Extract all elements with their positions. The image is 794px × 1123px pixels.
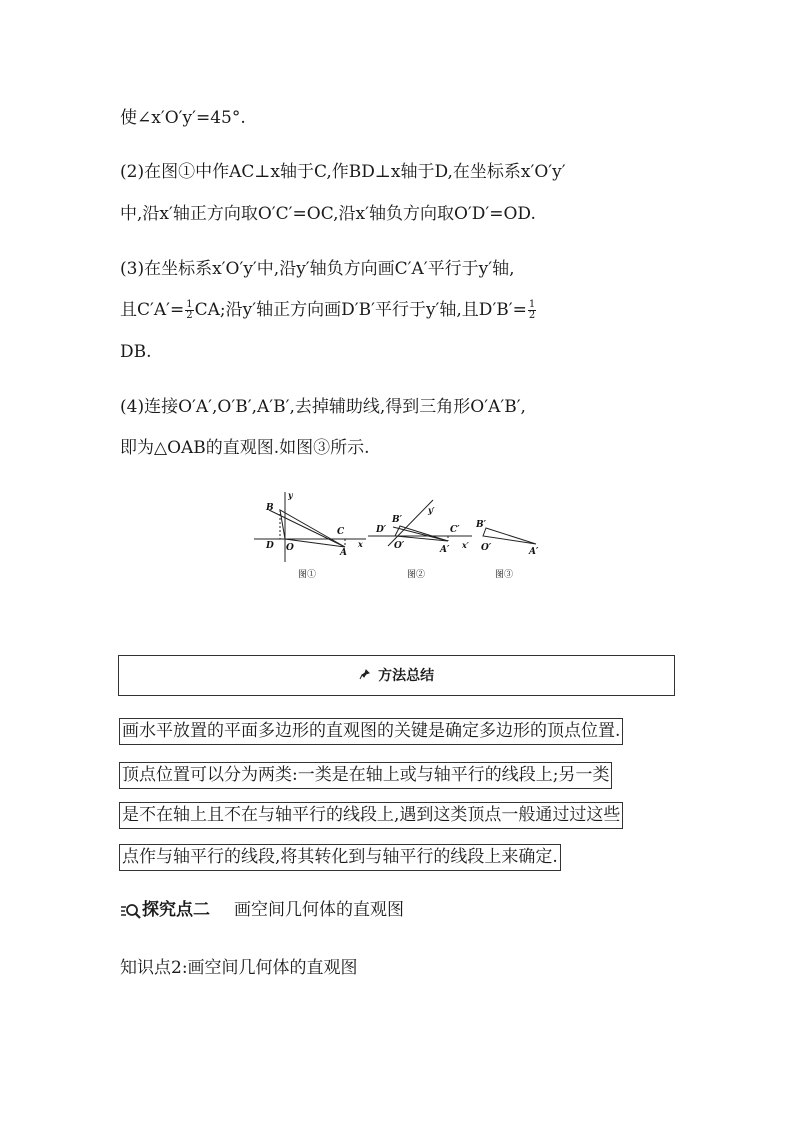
- figure-group: [250, 488, 550, 584]
- summary-line: 顶点位置可以分为两类:一类是在轴上或与轴平行的线段上;另一类: [119, 762, 612, 789]
- fig2-label-o: O′: [394, 541, 405, 551]
- summary-title: 方法总结: [378, 668, 435, 684]
- step3-line1: (3)在坐标系x′O′y′中,沿y′轴负方向画C′A′平行于y′轴,: [120, 259, 515, 279]
- fig3-label-b: B′: [476, 520, 486, 530]
- step2-line1: (2)在图①中作AC⊥x轴于C,作BD⊥x轴于D,在坐标系x′O′y′: [120, 162, 566, 182]
- step3-line3: DB.: [120, 342, 152, 362]
- fig1-label-x: x: [358, 539, 363, 549]
- fig2-label-c: C′: [450, 525, 460, 535]
- step4-line2: 即为△OAB的直观图.如图③所示.: [120, 438, 370, 458]
- method-summary-header: [118, 655, 675, 696]
- step1-continuation: 使∠x′O′y′=45°.: [120, 108, 246, 128]
- fig1-label-y: y: [288, 490, 293, 500]
- fig2-label-a: A′: [440, 545, 450, 555]
- fig2-label-b: B′: [392, 515, 402, 525]
- summary-line: 画水平放置的平面多边形的直观图的关键是确定多边形的顶点位置.: [119, 718, 623, 745]
- fig1-label-a: A: [340, 548, 347, 558]
- knowledge-point: 知识点2:画空间几何体的直观图: [120, 958, 358, 978]
- step3-line2: [120, 298, 537, 322]
- fig1-label-o: O: [286, 543, 294, 553]
- section-title: 画空间几何体的直观图: [234, 900, 404, 920]
- step3-text-a: 且C′A′=: [120, 300, 185, 320]
- fig3-label-a: A′: [529, 547, 539, 557]
- step3-text-b: CA;沿y′轴正方向画D′B′平行于y′轴,且D′B′=: [194, 300, 527, 320]
- figure-2: [368, 500, 472, 546]
- summary-line: 是不在轴上且不在与轴平行的线段上,遇到这类顶点一般通过过这些: [119, 802, 623, 829]
- magnifier-icon: [120, 902, 142, 920]
- figure-3: [483, 528, 536, 544]
- step4-line1: (4)连接O′A′,O′B′,A′B′,去掉辅助线,得到三角形O′A′B′,: [120, 397, 526, 417]
- fig3-label-o: O′: [481, 543, 492, 553]
- fig2-label-d: D′: [376, 525, 387, 535]
- fig2-label-x: x′: [462, 540, 469, 550]
- step2-line2: 中,沿x′轴正方向取O′C′=OC,沿x′轴负方向取O′D′=OD.: [120, 204, 536, 224]
- summary-line: 点作与轴平行的线段,将其转化到与轴平行的线段上来确定.: [119, 844, 561, 871]
- fig2-label-y: y′: [428, 505, 435, 515]
- fig1-label-d: D: [266, 541, 274, 551]
- section-heading: [120, 898, 404, 922]
- fraction-half: $\frac{1}{2}$: [528, 299, 536, 321]
- fig1-caption: 图①: [298, 570, 317, 580]
- oblique-drawing-figures: [250, 488, 550, 584]
- fig1-label-c: C: [337, 527, 345, 537]
- fig3-caption: 图③: [495, 570, 514, 580]
- section-label: 探究点二: [142, 900, 210, 920]
- fig2-caption: 图②: [407, 570, 426, 580]
- fraction-half: $\frac{1}{2}$: [186, 299, 193, 321]
- fig1-label-b: B: [266, 503, 274, 513]
- pin-icon: [359, 669, 374, 683]
